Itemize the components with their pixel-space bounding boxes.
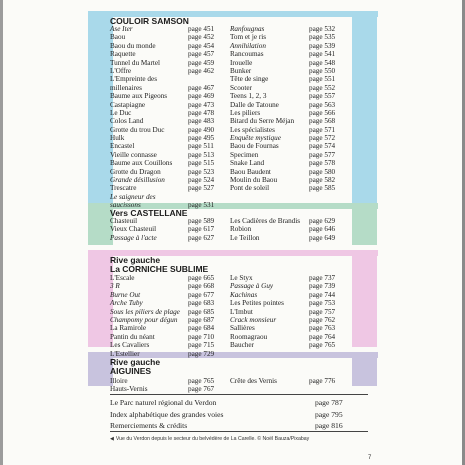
entry-title: Tom et je ris	[230, 33, 267, 42]
extra-entry	[110, 397, 343, 409]
entry-page: page 646	[309, 225, 336, 234]
entry-title: Remerciements & crédits	[110, 421, 188, 430]
entry-title: Trescatre	[110, 184, 137, 193]
entry-page: page 582	[309, 176, 336, 185]
entry-title: Chasteuil	[110, 217, 138, 225]
entry-title: Baou du monde	[110, 41, 156, 50]
entry-page: page 629	[309, 217, 336, 225]
entry-page: page 577	[309, 150, 336, 159]
page-edge-left	[0, 0, 3, 465]
entry-title: Baou	[110, 33, 126, 42]
entry-page: page 483	[188, 117, 215, 126]
entry-page: page 684	[188, 324, 215, 333]
entry-title: L'Estellier	[110, 349, 140, 358]
entry-title: Moulin du Baou	[230, 176, 278, 185]
entry-page: page 457	[188, 50, 215, 59]
entry-page: page 452	[188, 33, 215, 42]
entry-page: page 795	[315, 409, 343, 419]
entry-page: page 478	[188, 108, 215, 117]
entry-title: L'Offre	[110, 66, 132, 75]
entry-title: Grotte du trou Duc	[110, 125, 165, 134]
entry-page: page 687	[188, 315, 215, 324]
entry-page: page 739	[309, 282, 336, 291]
entry-page: page 495	[188, 134, 215, 143]
entry-title: Burne Out	[110, 290, 141, 299]
separator-line	[110, 394, 368, 395]
entry-title: Le Styx	[230, 274, 253, 282]
entry-page: page 459	[188, 58, 215, 67]
entry-page: page 677	[188, 290, 215, 299]
entry-page: page 767	[188, 385, 215, 394]
entry-title: Specimen	[230, 150, 259, 159]
entry-title: Les Cavaliers	[110, 341, 150, 350]
entry-page: page 683	[188, 299, 215, 308]
entry-title: L'Empreinte des millenaires	[110, 75, 157, 92]
entry-title: Les Cadières de Brandis	[230, 217, 301, 225]
entry-page: page 572	[309, 134, 336, 143]
entry-title: Teens 1, 2, 3	[230, 92, 267, 101]
entry-title: Les spécialistes	[230, 125, 275, 134]
entry-title: Tunnel du Martel	[110, 58, 161, 67]
page-number: 7	[368, 455, 372, 461]
entry-title: Tête de singe	[230, 75, 269, 84]
entry-title: Pont de soleil	[230, 184, 270, 193]
entry-title: Baou Baudent	[230, 167, 271, 176]
entry-page: page 585	[309, 184, 336, 193]
entry-title: Castapiagne	[110, 100, 146, 109]
entry-page: page 566	[309, 108, 336, 117]
entry-page: page 523	[188, 167, 215, 176]
entry-page: page 535	[309, 33, 336, 42]
entry-page: page 649	[309, 233, 336, 242]
entry-page: page 737	[309, 274, 336, 282]
entry-page: page 454	[188, 41, 215, 50]
entry-title: Hauts-Vernis	[110, 385, 148, 394]
entry-title: Rancoumas	[230, 50, 264, 59]
entry-page: page 665	[188, 274, 215, 282]
aiguines-side-band-right	[352, 358, 377, 386]
entry-title: Hulk	[110, 134, 125, 143]
entry-page: page 715	[188, 341, 215, 350]
entry-title: Arche Tuby	[110, 299, 143, 308]
section-title-aiguines: AIGUINES	[110, 366, 152, 376]
entry-title: Bitard du Serre Méjan	[230, 117, 295, 126]
entry-title: Index alphabétique des grandes voies	[110, 409, 224, 419]
entry-page: page 816	[315, 421, 343, 430]
entry-page: page 763	[309, 324, 336, 333]
section-subtitle-aiguines: Rive gauche	[110, 357, 161, 367]
entry-page: page 776	[309, 377, 336, 385]
section-title-castellane: Vers CASTELLANE	[110, 208, 188, 218]
entry-page: page 557	[309, 92, 336, 101]
entry-page: page 574	[309, 142, 336, 151]
entry-title: Le Teillon	[230, 233, 260, 242]
entry-page: page 765	[309, 341, 336, 350]
entry-title: Colos Land	[110, 117, 144, 126]
entry-page: page 787	[315, 398, 343, 407]
entry-title: Baucher	[230, 341, 254, 350]
entry-page: page 490	[188, 125, 215, 134]
entry-title: Scooter	[230, 83, 252, 92]
section-title-corniche: La CORNICHE SUBLIME	[110, 264, 209, 274]
entry-page: page 627	[188, 233, 215, 242]
separator-line-bottom	[110, 431, 368, 432]
entry-title: Les piliers	[230, 108, 261, 117]
entry-page: page 524	[188, 176, 215, 185]
entry-page: page 762	[309, 315, 336, 324]
photo-caption	[110, 436, 309, 442]
entry-title: Les Petites pointes	[230, 299, 284, 308]
extra-entry	[110, 420, 343, 432]
entry-title: Snake Land	[230, 159, 265, 168]
entry-page: page 469	[188, 92, 215, 101]
entry-page: page 548	[309, 58, 336, 67]
entry-page: page 467	[188, 83, 215, 92]
extra-entry	[110, 409, 343, 421]
entry-title: Vieille connasse	[110, 150, 157, 159]
caption-text: Vue du Verdon depuis le secteur du belvédère de La Carelle. © Noël Bauza/Pixabay	[115, 436, 310, 442]
triangle-left-icon: ◀	[110, 436, 114, 442]
entry-title: Sous les piliers de plage	[110, 307, 180, 316]
corniche-side-band-right	[352, 256, 377, 347]
entry-page: page 617	[188, 225, 215, 234]
entry-page: page 765	[188, 377, 215, 385]
entry-page: page 710	[188, 332, 215, 341]
entry-title: Passage à Guy	[230, 282, 274, 291]
entry-page: page 589	[188, 217, 215, 225]
entry-title: Le saigneur des saucissons	[110, 192, 156, 210]
entry-page: page 541	[309, 50, 336, 59]
entry-title: Vieux Chasteuil	[110, 225, 157, 234]
entry-title: Le Duc	[110, 108, 132, 117]
entry-page: page 578	[309, 159, 336, 168]
section-title-couloir: COULOIR SAMSON	[110, 16, 189, 26]
entry-title: L'Imbut	[230, 307, 253, 316]
entry-title: Ase Iter	[110, 25, 133, 33]
entry-title: Crête des Vernis	[230, 377, 277, 385]
entry-title: Pantin du néant	[110, 332, 155, 341]
entry-page: page 685	[188, 307, 215, 316]
entry-page: page 563	[309, 100, 336, 109]
entry-page: page 550	[309, 66, 336, 75]
entry-title: Encastel	[110, 142, 135, 151]
entry-page: page 462	[188, 66, 215, 75]
entry-page: page 513	[188, 150, 215, 159]
entry-title: Grande désillusion	[110, 176, 165, 185]
entry-page: page 744	[309, 290, 336, 299]
entry-title: 3 R	[110, 282, 120, 291]
entry-page: page 571	[309, 125, 336, 134]
entry-title: Baume aux Couillons	[110, 159, 173, 168]
entry-page: page 757	[309, 307, 336, 316]
entry-page: page 511	[188, 142, 214, 151]
entry-title: L'Escale	[110, 274, 135, 282]
entry-page: page 527	[188, 184, 215, 193]
entry-page: page 531	[188, 201, 215, 210]
entry-title: Champomy pour dégun	[110, 315, 178, 324]
entry-title: Kachinas	[230, 290, 258, 299]
entry-page: page 729	[188, 349, 215, 358]
entry-page: page 532	[309, 25, 336, 33]
entry-page: page 753	[309, 299, 336, 308]
entry-page: page 764	[309, 332, 336, 341]
entry-title: Annihilation	[230, 41, 266, 50]
entry-page: page 451	[188, 25, 215, 33]
entry-title: Le Parc naturel régional du Verdon	[110, 398, 217, 407]
entry-page: page 552	[309, 83, 336, 92]
entry-title: Roomagraou	[230, 332, 268, 341]
entry-title: Illoire	[110, 377, 128, 385]
entry-page: page 551	[309, 75, 336, 84]
entry-title: Irouelle	[230, 58, 253, 67]
entry-title: La Ramirole	[110, 324, 147, 333]
entry-page: page 668	[188, 282, 215, 291]
entry-page: page 473	[188, 100, 215, 109]
castellane-side-band-right	[352, 209, 377, 245]
section-subtitle-corniche: Rive gauche	[110, 255, 161, 265]
entry-title: Passage à l'acte	[110, 233, 157, 242]
entry-title: Ranfougnas	[230, 25, 265, 33]
entry-title: Baou de Fournas	[230, 142, 279, 151]
entry-title: Raquette	[110, 50, 136, 59]
entry-page: page 568	[309, 117, 336, 126]
entry-page: page 580	[309, 167, 336, 176]
entry-title: Enquête mystique	[230, 134, 281, 143]
entry-title: Robion	[230, 225, 252, 234]
entry-title: Dalle de Tatoune	[230, 100, 279, 109]
extras-list	[110, 397, 343, 432]
entry-title: Grotte du Dragon	[110, 167, 161, 176]
entry-page: page 515	[188, 159, 215, 168]
entry-page: page 539	[309, 41, 336, 50]
entry-title: Sallières	[230, 324, 255, 333]
entry-title: Baume aux Pigeons	[110, 92, 168, 101]
entry-title: Crack monsieur	[230, 315, 277, 324]
couloir-side-band-right	[352, 17, 377, 203]
entry-title: Bunker	[230, 66, 252, 75]
